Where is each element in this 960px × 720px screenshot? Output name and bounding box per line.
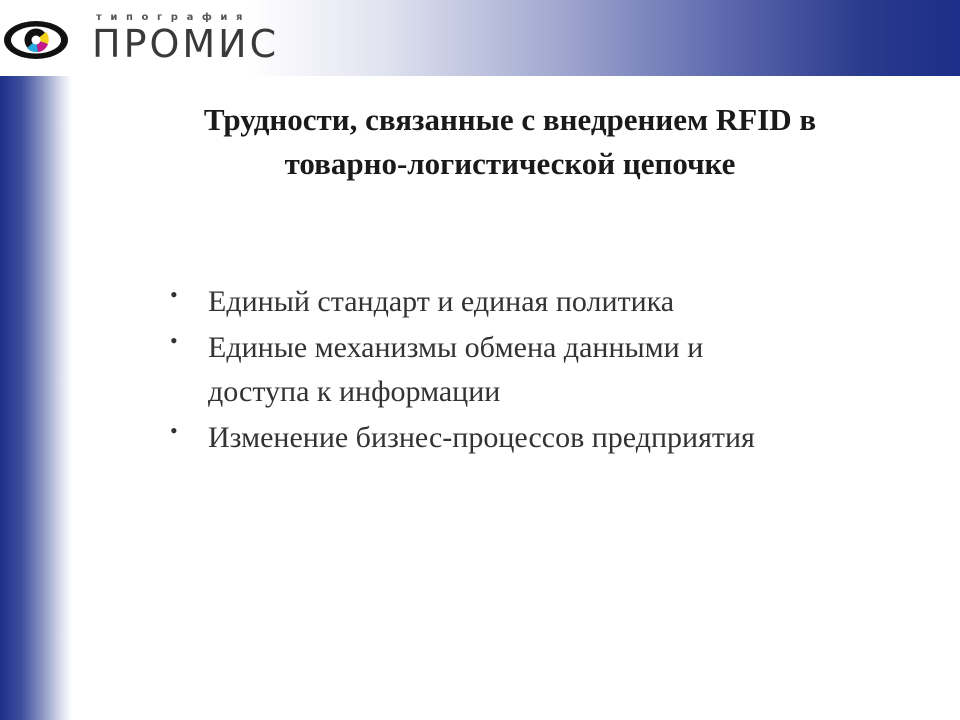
bullet-dot-icon: • (170, 328, 178, 353)
bullet-item (170, 416, 930, 460)
bullet-dot-icon: • (170, 418, 178, 443)
slide-title (120, 98, 900, 186)
logo-wordmark: ПРОМИС (92, 22, 280, 66)
bullet-item (170, 280, 930, 324)
bullet-item (170, 326, 930, 414)
bullet-text: Изменение бизнес-процессов предприятия (208, 421, 755, 454)
eye-logo-icon (2, 18, 74, 62)
bullet-list (170, 280, 930, 462)
left-gradient-bar (0, 0, 72, 720)
bullet-text: Единые механизмы обмена данными и (208, 331, 704, 364)
slide-title-line-2: товарно-логистической цепочке (284, 146, 736, 181)
slide-title-line-1: Трудности, связанные с внедрением RFID в (203, 102, 817, 137)
bullet-dot-icon: • (170, 282, 178, 307)
bullet-text: Единый стандарт и единая политика (208, 285, 675, 318)
bullet-text: доступа к информации (208, 375, 501, 408)
logo-subtitle: типография (96, 12, 252, 23)
